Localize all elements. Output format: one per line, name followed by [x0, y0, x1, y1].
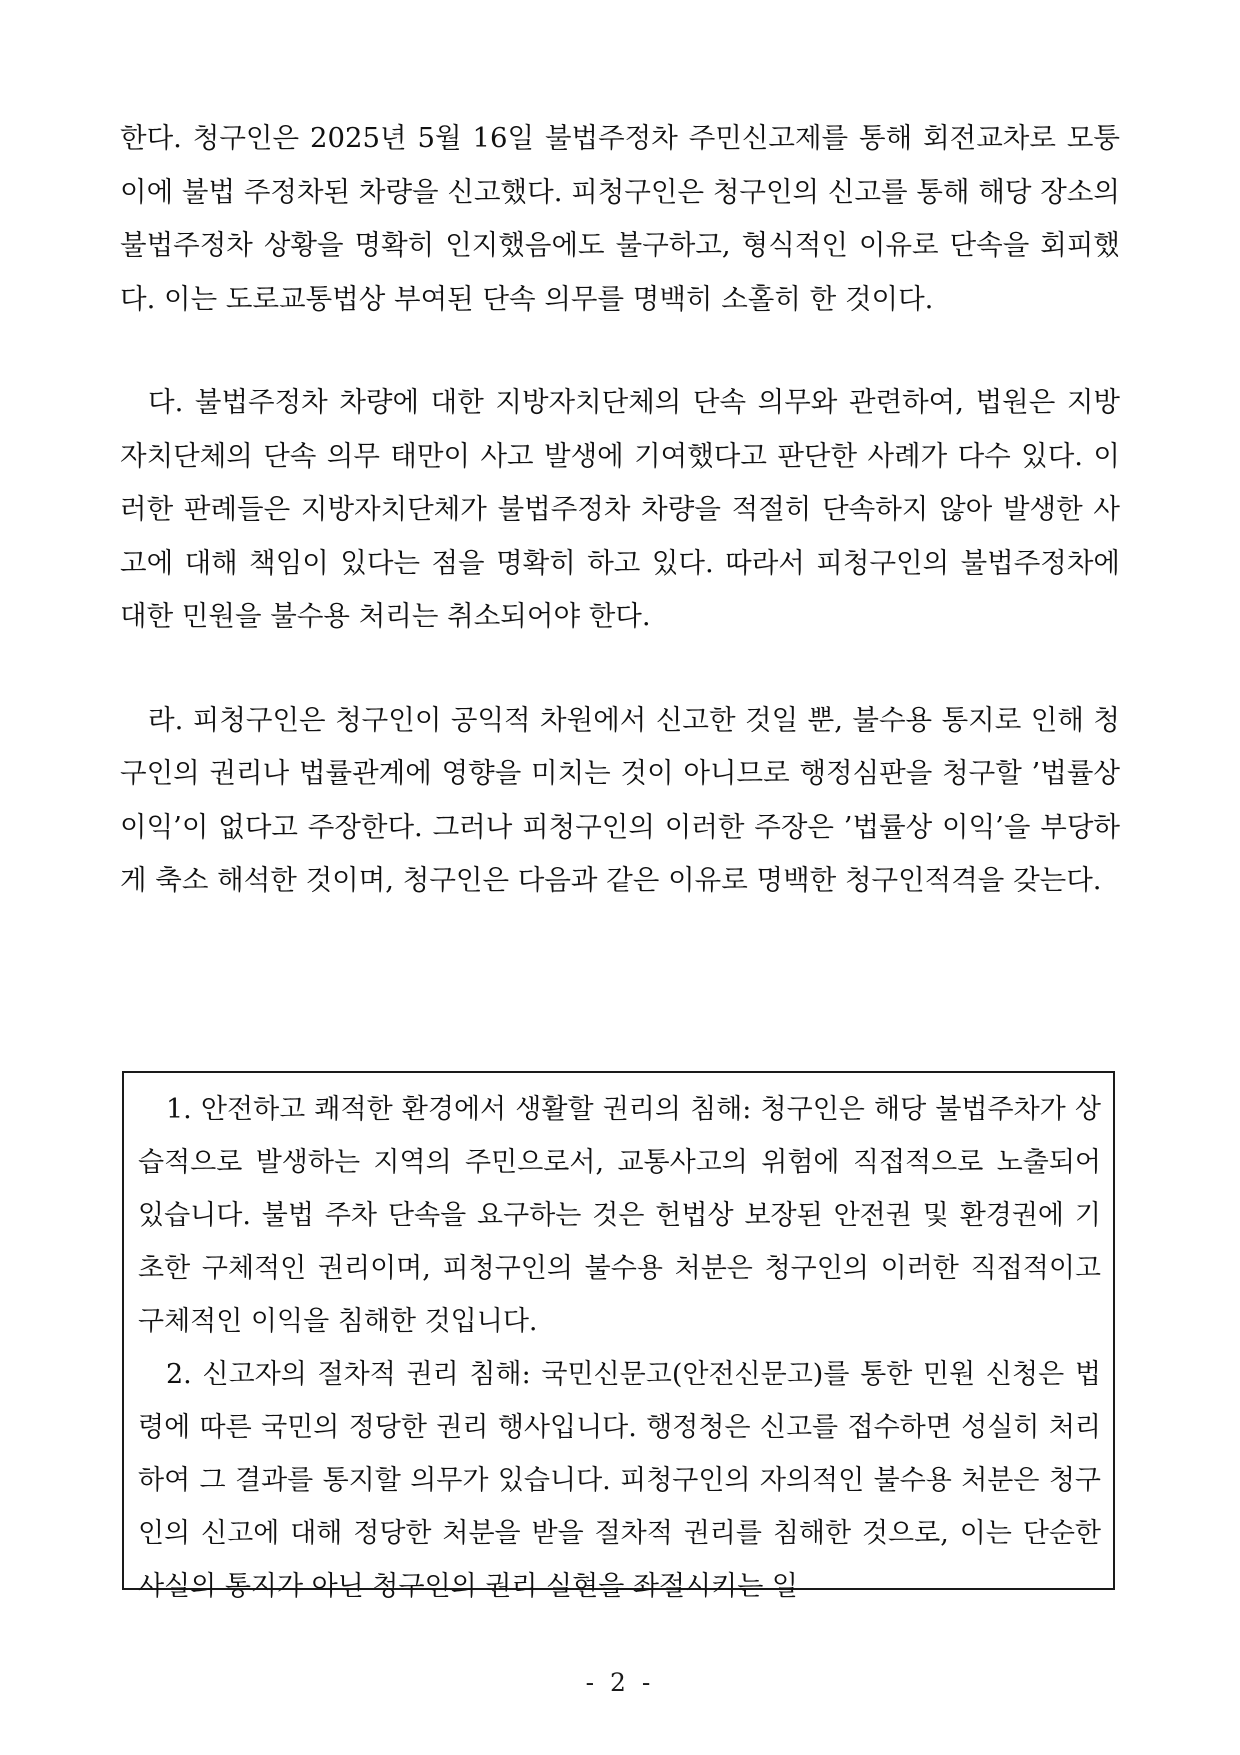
paragraph-spacer: [120, 326, 1120, 376]
quote-item-1: 1. 안전하고 쾌적한 환경에서 생활할 권리의 침해: 청구인은 해당 불법주차가 상습적으로 발생하는 지역의 주민으로서, 교통사고의 위험에 직접적으로 노출되어 있습니다. 불법 주차 단속을 요구하는 것은 헌법상 보장된 안전권 및 환경권에 기초한 구체적인 권리이며, 피청구인의 불수용 처분은 청구인의 이러한 직접적이고 구체적인 이익을 침해한 것입니다.: [138, 1094, 1101, 1337]
paragraph-continuation: 한다. 청구인은 2025년 5월 16일 불법주정차 주민신고제를 통해 회전교차로 모퉁이에 불법 주정차된 차량을 신고했다. 피청구인은 청구인의 신고를 통해 해당 장소의 불법주정차 상황을 명확히 인지했음에도 불구하고, 형식적인 이유로 단속을 회피했다. 이는 도로교통법상 부여된 단속 의무를 명백히 소홀히 한 것이다.: [120, 122, 1120, 315]
paragraph-item-da: 다. 불법주정차 차량에 대한 지방자치단체의 단속 의무와 관련하여, 법원은 지방자치단체의 단속 의무 태만이 사고 발생에 기여했다고 판단한 사례가 다수 있다. 이러한 판례들은 지방자치단체가 불법주정차 차량을 적절히 단속하지 않아 발생한 사고에 대해 책임이 있다는 점을 명확히 하고 있다. 따라서 피청구인의 불법주정차에 대한 민원을 불수용 처리는 취소되어야 한다.: [120, 386, 1120, 632]
page-number: - 2 -: [585, 1668, 655, 1697]
quote-item-2: 2. 신고자의 절차적 권리 침해: 국민신문고(안전신문고)를 통한 민원 신청은 법령에 따른 국민의 정당한 권리 행사입니다. 행정청은 신고를 접수하면 성실히 처리하여 그 결과를 통지할 의무가 있습니다. 피청구인의 자의적인 불수용 처분은 청구인의 신고에 대해 정당한 처분을 받을 절차적 권리를 침해한 것으로, 이는 단순한 사실의 통지가 아닌 청구인의 권리 실현을 좌절시키는 일: [138, 1359, 1101, 1602]
paragraph-spacer: [120, 644, 1120, 694]
quoted-reasons-box: [122, 1071, 1115, 1602]
paragraph-item-ra: 라. 피청구인은 청구인이 공익적 차원에서 신고한 것일 뿐, 불수용 통지로 인해 청구인의 권리나 법률관계에 영향을 미치는 것이 아니므로 행정심판을 청구할 ’법률상 이익’이 없다고 주장한다. 그러나 피청구인의 이러한 주장은 ’법률상 이익’을 부당하게 축소 해석한 것이며, 청구인은 다음과 같은 이유로 명백한 청구인적격을 갖는다.: [120, 703, 1120, 896]
document-body: [120, 112, 1120, 908]
quoted-reasons-content: [138, 1083, 1101, 1613]
